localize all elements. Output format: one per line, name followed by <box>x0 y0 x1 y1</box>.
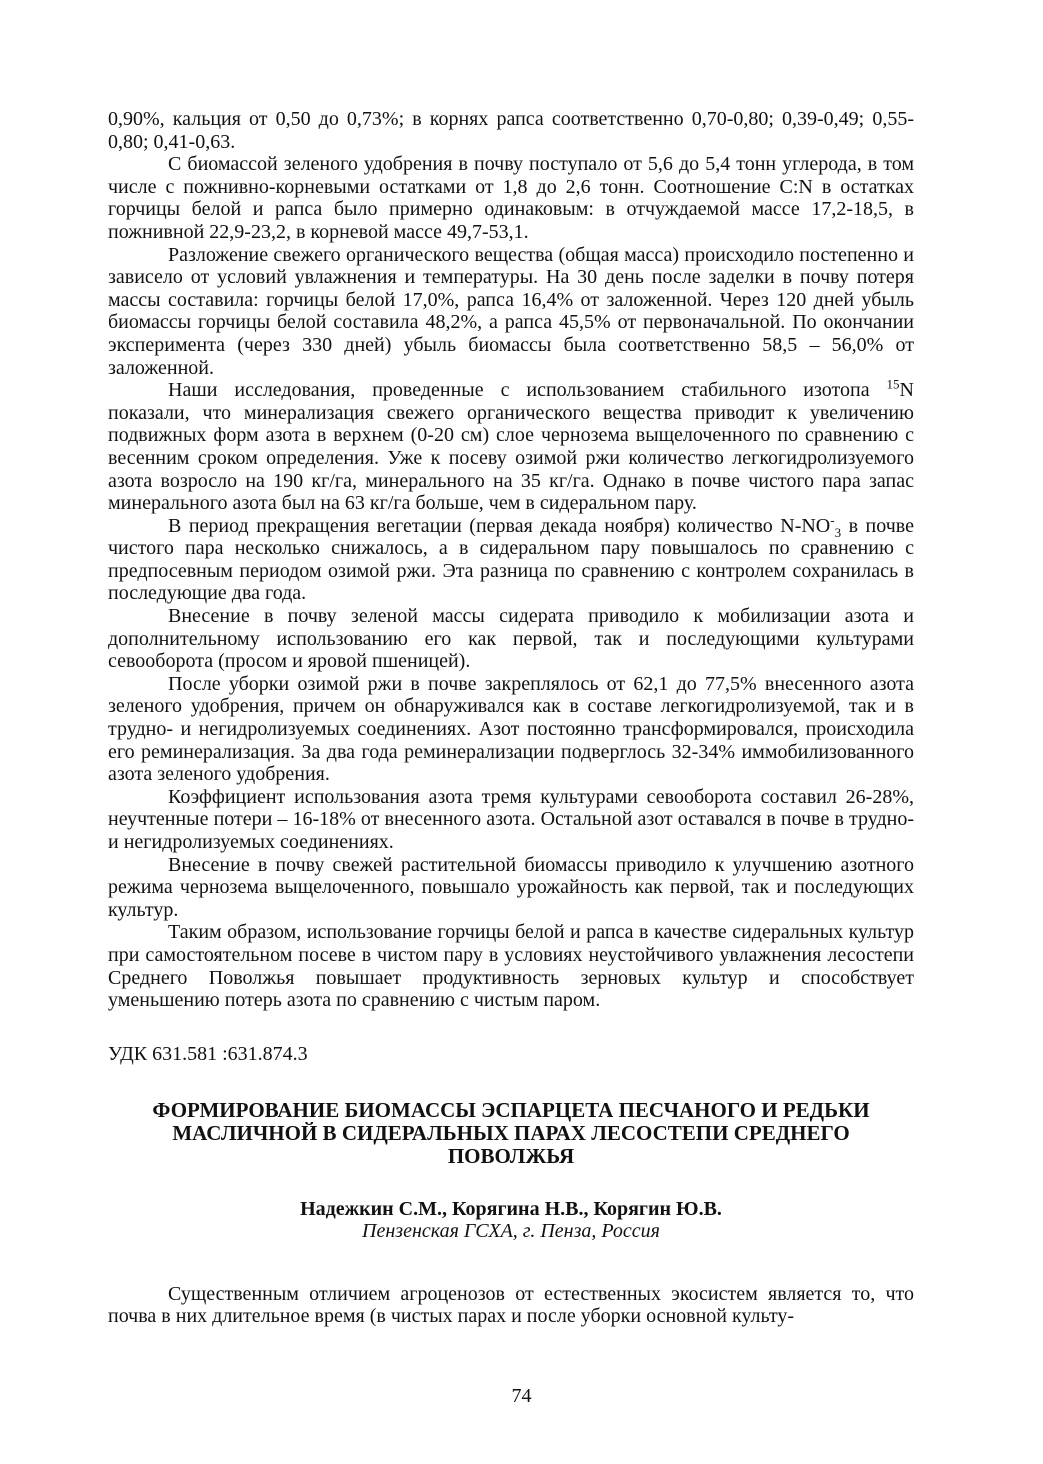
paragraph-6: Внесение в почву зеленой массы сидерата приводило к мобилизации азота и дополнительному использованию его как первой, так и последующими культурами севооборота (просом и яровой пшеницей). <box>108 605 914 673</box>
paragraph-4-part-a: Наши исследования, проведенные с использованием стабильного изотопа <box>168 379 887 402</box>
udk-code: УДК 631.581 :631.874.3 <box>108 1042 308 1065</box>
paragraph-9: Внесение в почву свежей растительной биомассы приводило к улучшению азотного режима чернозема выщелоченного, повышало урожайность как первой, так и последующих культур. <box>108 853 914 921</box>
paragraph-8: Коэффициент использования азота тремя культурами севооборота составил 26-28%, неучтенные потери – 16-18% от внесенного азота. Остальной азот оставался в почве в трудно- и негидролизуемых соединениях. <box>108 785 914 853</box>
page-number: 74 <box>511 1385 532 1407</box>
paragraph-5 <box>108 512 914 605</box>
article-title: ФОРМИРОВАНИЕ БИОМАССЫ ЭСПАРЦЕТА ПЕСЧАНОГО И РЕДЬКИ МАСЛИЧНОЙ В СИДЕРАЛЬНЫХ ПАРАХ ЛЕСОСТЕПИ СРЕДНЕГО ПОВОЛЖЬЯ <box>152 1097 870 1168</box>
document-page <box>108 108 914 1328</box>
nitrate-subscript: 3 <box>834 524 842 540</box>
nitrate-superscript: - <box>830 512 835 528</box>
paragraph-5-part-a: В период прекращения вегетации (первая декада ноября) количество N-NO <box>168 514 831 537</box>
paragraph-4-part-b: N показали, что минерализация свежего органического вещества приводит к увеличению подвижных форм азота в верхнем (0-20 см) слое чернозема выщелоченного по сравнению с весенним сроком определения. Уже к посеву озимой ржи количество легкогидролизуемого азота возросло на 190 кг/га, минерального на 35 кг/га. Однако в почве чистого пара запас минерального азота был на 63 кг/га больше, чем в сидеральном пару. <box>108 379 914 515</box>
article-affiliation: Пензенская ГСХА, г. Пенза, Россия <box>362 1219 660 1242</box>
article-authors: Надежкин С.М., Корягина Н.В., Корягин Ю.В. <box>300 1197 722 1220</box>
paragraph-1: 0,90%, кальция от 0,50 до 0,73%; в корнях рапса соответственно 0,70-0,80; 0,39-0,49; 0,55-0,80; 0,41-0,63. <box>108 108 914 153</box>
intro-paragraph: Существенным отличием агроценозов от естественных экосистем является то, что почва в них длительное время (в чистых парах и после уборки основной культу- <box>108 1282 914 1328</box>
paragraph-7: После уборки озимой ржи в почве закреплялось от 62,1 до 77,5% внесенного азота зеленого удобрения, причем он обнаруживался как в составе легкогидролизуемой, так и в трудно- и негидролизуемых соединениях. Азот постоянно трансформировался, происходила его реминерализация. За два года реминерализации подверглось 32-34% иммобилизованного азота зеленого удобрения. <box>108 672 914 786</box>
paragraph-10: Таким образом, использование горчицы белой и рапса в качестве сидеральных культур при самостоятельном посеве в чистом пару в условиях неустойчивого увлажнения лесостепи Среднего Поволжья повышает продуктивность зерновых культур и способствует уменьшению потерь азота по сравнению с чистым паром. <box>108 921 914 1012</box>
isotope-superscript: 15 <box>886 376 900 392</box>
paragraph-4 <box>108 376 914 515</box>
paragraph-2: С биомассой зеленого удобрения в почву поступало от 5,6 до 5,4 тонн углерода, в том числе с пожнивно-корневыми остатками от 1,8 до 2,6 тонн. Соотношение C:N в остатках горчицы белой и рапса было примерно одинаковым: в отчуждаемой массе 17,2-18,5, в пожнивной 22,9-23,2, в корневой массе 49,7-53,1. <box>108 153 914 243</box>
paragraph-3: Разложение свежего органического вещества (общая масса) происходило постепенно и зависело от условий увлажнения и температуры. На 30 день после заделки в почву потеря массы составила: горчицы белой 17,0%, рапса 16,4% от заложенной. Через 120 дней убыль биомассы горчицы белой составила 48,2%, а рапса 45,5% от первоначальной. По окончании эксперимента (через 330 дней) убыль биомассы была соответственно 58,5 – 56,0% от заложенной. <box>108 243 914 379</box>
paragraph-5-part-b: в почве чистого пара несколько снижалось, а в сидеральном пару повышалось по сравнению с предпосевным периодом озимой ржи. Эта разница по сравнению с контролем сохранилась в последующие два года. <box>108 514 914 605</box>
